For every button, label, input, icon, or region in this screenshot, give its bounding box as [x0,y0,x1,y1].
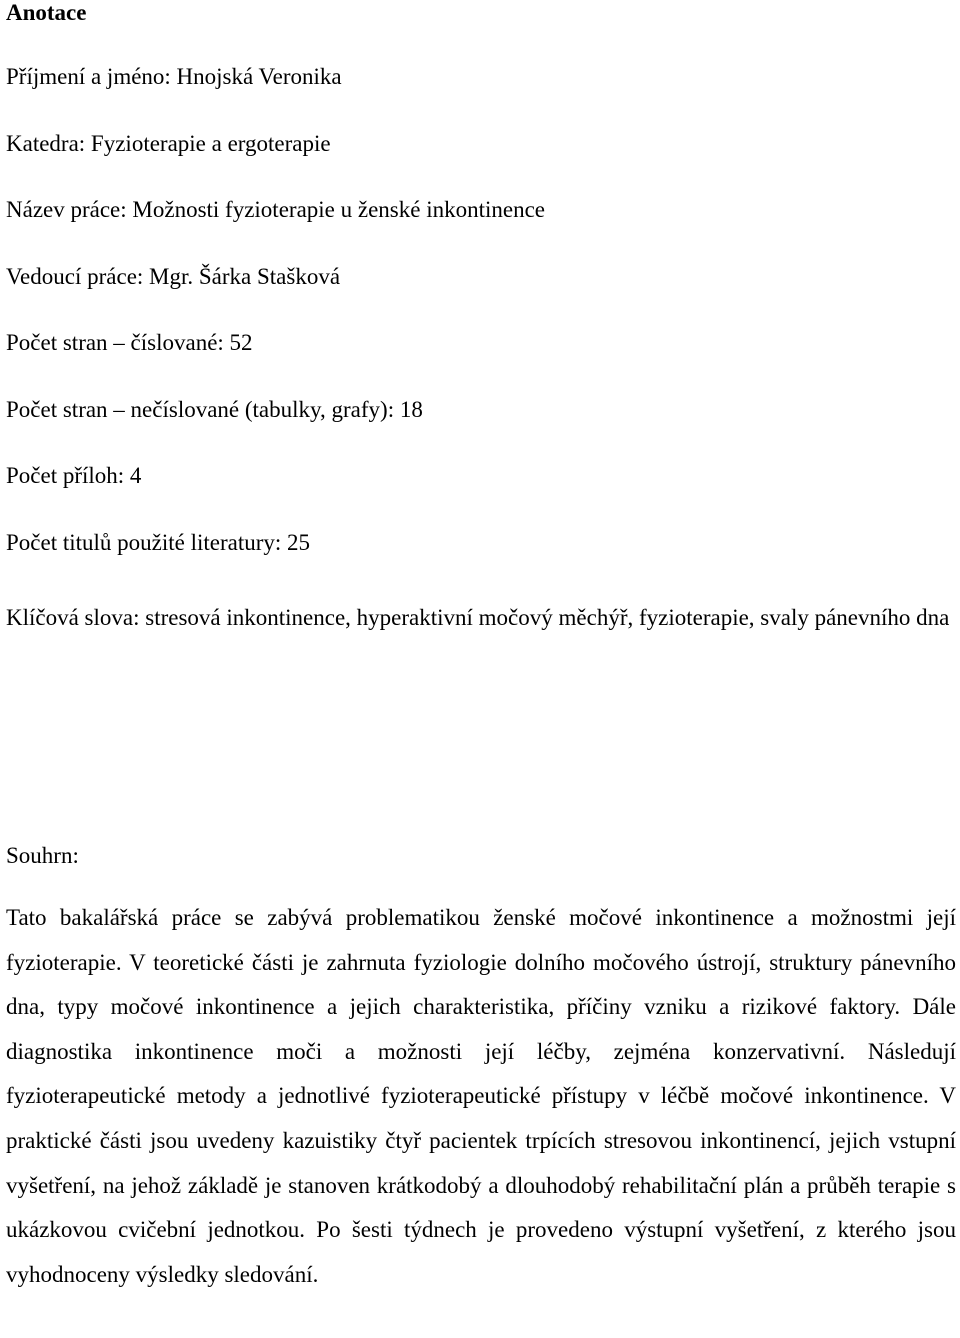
author-line: Příjmení a jméno: Hnojská Veronika [6,64,342,89]
pages-numbered-line: Počet stran – číslované: 52 [6,330,253,355]
page-heading: Anotace [6,0,87,25]
attachments-line: Počet příloh: 4 [6,463,142,488]
supervisor-line: Vedoucí práce: Mgr. Šárka Stašková [6,264,341,289]
thesis-title-line: Název práce: Možnosti fyzioterapie u ženské inkontinence [6,197,545,222]
literature-count-line: Počet titulů použité literatury: 25 [6,530,311,555]
pages-unnumbered-line: Počet stran – nečíslované (tabulky, grafy): 18 [6,397,423,422]
keywords-paragraph: Klíčová slova: stresová inkontinence, hyperaktivní močový měchýř, fyzioterapie, svaly pánevního dna [6,605,950,630]
summary-label: Souhrn: [6,843,79,868]
summary-paragraph: Tato bakalářská práce se zabývá problematikou ženské močové inkontinence a možnostmi její fyzioterapie. V teoretické části je zahrnuta fyziologie dolního močového ústrojí, struktury pánevního dna, typy močové inkontinence a jejich charakteristika, příčiny vzniku a rizikové faktory. Dále diagnostika inkontinence moči a možnosti její léčby, zejména konzervativní. Následují fyzioterapeutické metody a jednotlivé fyzioterapeutické přístupy v léčbě močové inkontinence. V praktické části jsou uvedeny kazuistiky čtyř pacientek trpících stresovou inkontinencí, jejich vstupní vyšetření, na jehož základě je stanoven krátkodobý a dlouhodobý rehabilitační plán a průběh terapie s ukázkovou cvičební jednotkou. Po šesti týdnech je provedeno výstupní vyšetření, z kterého jsou vyhodnoceny výsledky sledování. [6,905,956,1287]
department-line: Katedra: Fyzioterapie a ergoterapie [6,131,331,156]
